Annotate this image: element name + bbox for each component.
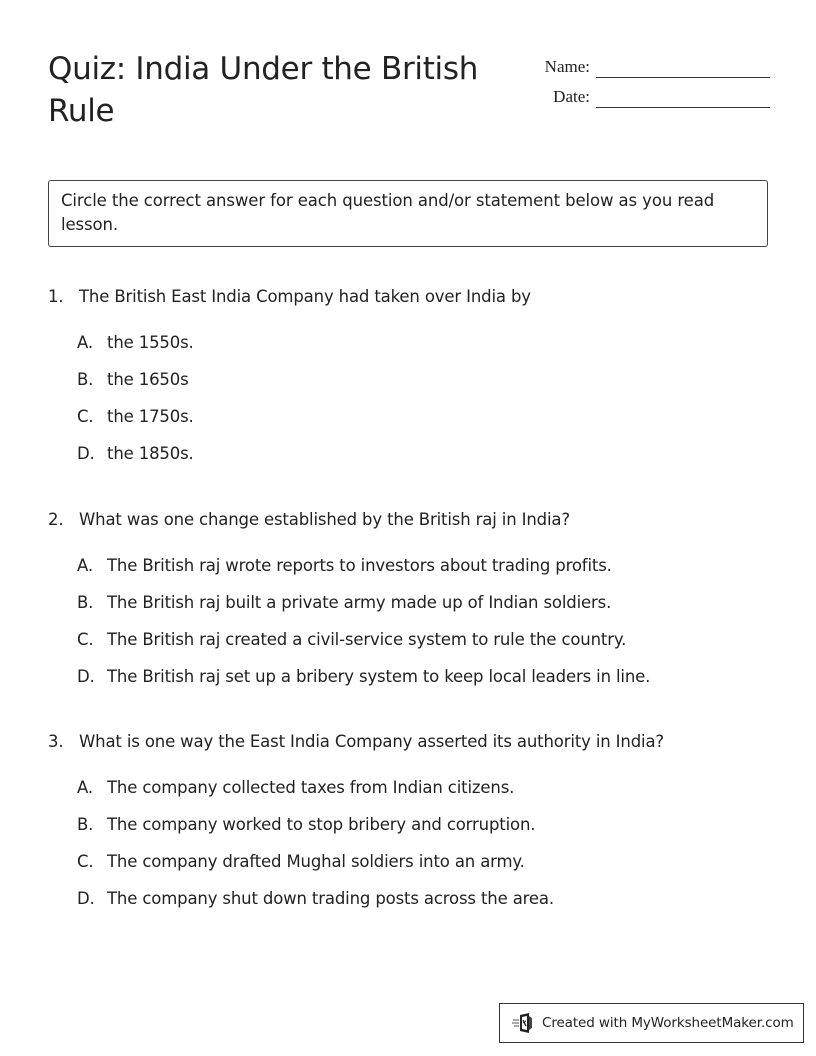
name-field (520, 52, 770, 78)
answer-options (48, 555, 768, 703)
question-3 (48, 731, 768, 925)
answer-option-a[interactable] (77, 332, 768, 369)
question-stem (48, 509, 768, 531)
question-text: The British East India Company had taken over India by (79, 287, 531, 306)
question-2 (48, 509, 768, 703)
option-text: The British raj built a private army made up of Indian soldiers. (107, 593, 612, 612)
option-text: The company collected taxes from Indian citizens. (107, 778, 515, 797)
answer-option-a[interactable] (77, 777, 768, 814)
question-text: What was one change established by the British raj in India? (79, 510, 570, 529)
option-letter: B. (77, 815, 94, 834)
answer-options (48, 332, 768, 480)
answer-option-b[interactable] (77, 369, 768, 406)
question-stem (48, 286, 768, 308)
name-label: Name: (544, 57, 590, 76)
worksheet-title: Quiz: India Under the British Rule (48, 51, 479, 129)
created-with-badge[interactable] (499, 1003, 804, 1043)
question-stem (48, 731, 768, 753)
option-letter: B. (77, 370, 94, 389)
student-info-fields (520, 52, 770, 116)
answer-option-d[interactable] (77, 888, 768, 925)
option-text: the 1550s. (107, 333, 194, 352)
question-number: 2. (48, 510, 64, 529)
option-letter: A. (77, 556, 93, 575)
option-letter: D. (77, 667, 95, 686)
footer-text: Created with MyWorksheetMaker.com (542, 1015, 794, 1031)
answer-option-d[interactable] (77, 443, 768, 480)
option-text: the 1850s. (107, 444, 194, 463)
option-text: The company shut down trading posts across the area. (107, 889, 554, 908)
answer-option-c[interactable] (77, 629, 768, 666)
question-number: 1. (48, 287, 64, 306)
option-text: The company drafted Mughal soldiers into an army. (107, 852, 525, 871)
question-1 (48, 286, 768, 480)
option-letter: A. (77, 778, 93, 797)
answer-option-a[interactable] (77, 555, 768, 592)
answer-option-c[interactable] (77, 851, 768, 888)
option-letter: C. (77, 630, 94, 649)
option-letter: A. (77, 333, 93, 352)
answer-option-c[interactable] (77, 406, 768, 443)
date-blank-line[interactable] (596, 87, 770, 108)
option-letter: D. (77, 444, 95, 463)
question-text: What is one way the East India Company asserted its authority in India? (79, 732, 665, 751)
answer-option-b[interactable] (77, 592, 768, 629)
option-text: The British raj set up a bribery system to keep local leaders in line. (107, 667, 651, 686)
option-text: the 1650s (107, 370, 189, 389)
answer-options (48, 777, 768, 925)
option-text: the 1750s. (107, 407, 194, 426)
option-text: The British raj wrote reports to investors about trading profits. (107, 556, 612, 575)
date-label: Date: (553, 87, 590, 106)
option-text: The company worked to stop bribery and corruption. (107, 815, 536, 834)
option-text: The British raj created a civil-service system to rule the country. (107, 630, 627, 649)
option-letter: B. (77, 593, 94, 612)
option-letter: C. (77, 407, 94, 426)
answer-option-d[interactable] (77, 666, 768, 703)
instructions-box: Circle the correct answer for each question and/or statement below as you read lesson. (48, 180, 768, 247)
worksheet-maker-logo-icon (512, 1012, 534, 1034)
name-blank-line[interactable] (596, 57, 770, 78)
option-letter: D. (77, 889, 95, 908)
answer-option-b[interactable] (77, 814, 768, 851)
question-number: 3. (48, 732, 64, 751)
option-letter: C. (77, 852, 94, 871)
date-field (520, 78, 770, 116)
